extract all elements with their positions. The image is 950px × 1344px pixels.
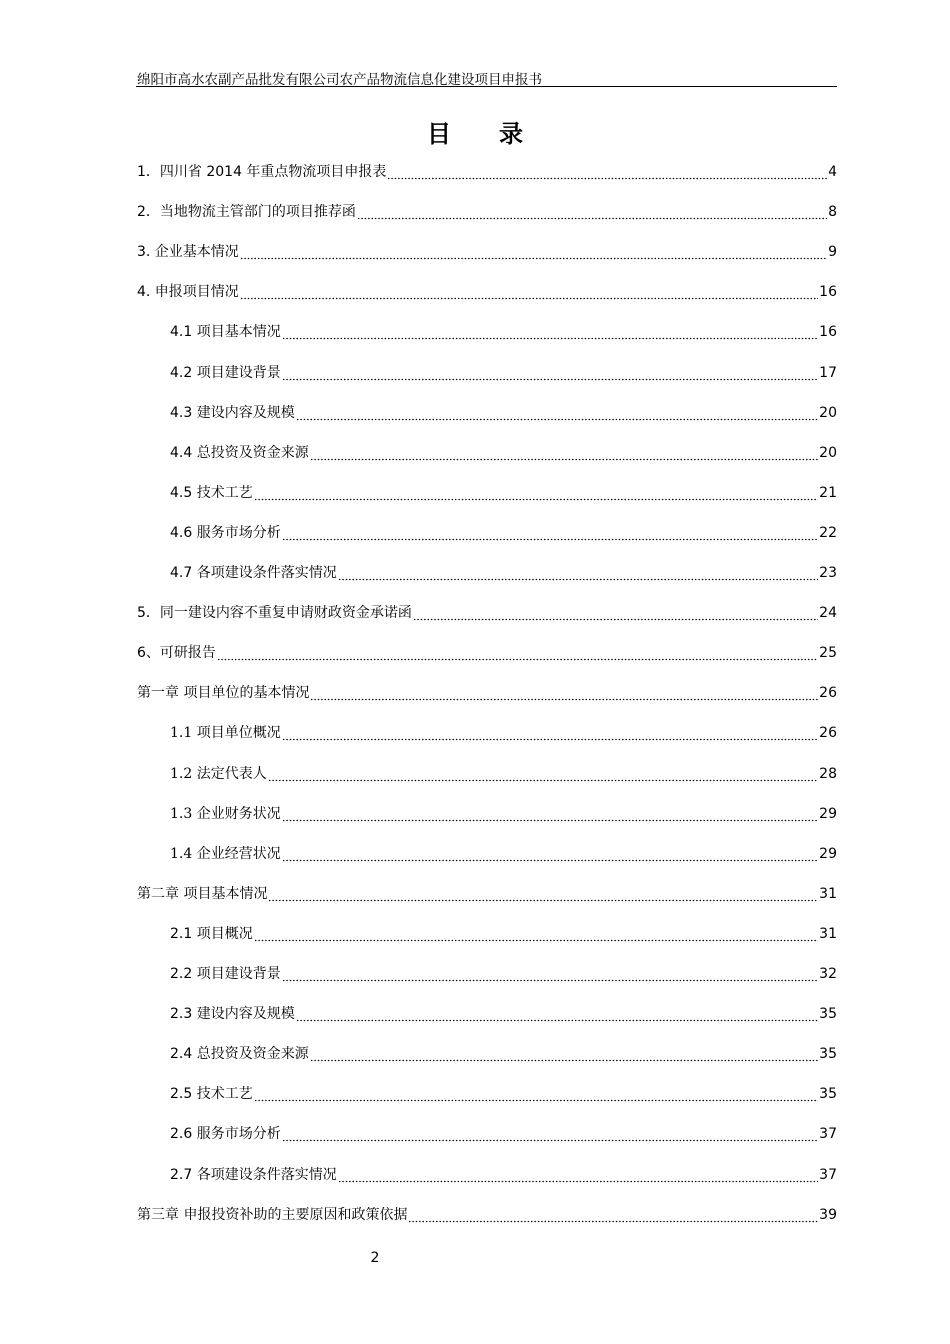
toc-entry[interactable] <box>170 804 837 824</box>
toc-entry-page: 22 <box>819 524 837 541</box>
toc-entry[interactable] <box>137 202 837 222</box>
toc-dot-leader <box>310 443 818 463</box>
toc-entry-page: 21 <box>819 484 837 501</box>
toc-dot-leader <box>282 363 818 383</box>
toc-entry-label: 1.4 企业经营状况 <box>170 845 281 862</box>
toc-dot-leader <box>254 483 818 503</box>
toc-entry-label: 2．当地物流主管部门的项目推荐函 <box>137 204 356 221</box>
toc-title <box>0 114 950 149</box>
toc-entry[interactable] <box>170 1165 837 1185</box>
toc-entry-page: 39 <box>819 1206 837 1223</box>
toc-dot-leader <box>413 603 818 623</box>
toc-dot-leader <box>282 523 818 543</box>
toc-entry[interactable] <box>170 1004 837 1024</box>
toc-entry[interactable] <box>170 322 837 342</box>
toc-entry-page: 24 <box>819 605 837 622</box>
toc-entry-page: 20 <box>819 444 837 461</box>
toc-entry[interactable] <box>137 282 837 302</box>
toc-entry-page: 9 <box>828 244 837 261</box>
toc-dot-leader <box>254 924 818 944</box>
toc-entry[interactable] <box>170 924 837 944</box>
document-header-title: 绵阳市高水农副产品批发有限公司农产品物流信息化建设项目申报书 <box>137 72 542 88</box>
toc-entry-page: 26 <box>819 725 837 742</box>
toc-entry-page: 29 <box>819 845 837 862</box>
toc-dot-leader <box>408 1205 818 1225</box>
toc-entry-page: 29 <box>819 805 837 822</box>
toc-dot-leader <box>282 723 818 743</box>
page-number: 2 <box>370 1250 380 1266</box>
toc-dot-leader <box>338 563 818 583</box>
toc-entry-label: 6、可研报告 <box>137 645 216 662</box>
toc-entry-label: 2.1 项目概况 <box>170 925 253 942</box>
toc-entry[interactable] <box>170 1084 837 1104</box>
toc-dot-leader <box>268 884 818 904</box>
toc-entry[interactable] <box>137 242 837 262</box>
toc-entry-label: 4.3 建设内容及规模 <box>170 404 295 421</box>
toc-entry-page: 20 <box>819 404 837 421</box>
toc-dot-leader <box>310 1044 818 1064</box>
toc-entry-label: 2.7 各项建设条件落实情况 <box>170 1166 337 1183</box>
toc-entry-label: 第一章 项目单位的基本情况 <box>137 685 310 702</box>
toc-entry-page: 37 <box>819 1166 837 1183</box>
toc-entry-label: 2.2 项目建设背景 <box>170 966 281 982</box>
toc-entry-label: 5．同一建设内容不重复申请财政资金承诺函 <box>137 605 412 622</box>
toc-entry-page: 35 <box>819 1046 837 1063</box>
toc-title-char-1: 目 <box>427 120 451 148</box>
toc-dot-leader <box>217 643 818 663</box>
toc-entry[interactable] <box>170 1124 837 1144</box>
toc-entry[interactable] <box>170 403 837 423</box>
toc-entry-label: 第二章 项目基本情况 <box>137 885 268 902</box>
toc-entry-label: 2.5 技术工艺 <box>170 1086 253 1103</box>
toc-dot-leader <box>310 683 818 703</box>
toc-entry-page: 37 <box>819 1126 837 1143</box>
toc-entry[interactable] <box>170 363 837 383</box>
toc-entry-label: 第三章 申报投资补助的主要原因和政策依据 <box>137 1206 408 1223</box>
toc-entry[interactable] <box>170 483 837 503</box>
toc-entry-page: 31 <box>819 885 837 902</box>
toc-dot-leader <box>387 162 827 182</box>
toc-entry[interactable] <box>170 764 837 784</box>
toc-entry-page: 23 <box>819 565 837 581</box>
toc-dot-leader <box>338 1165 818 1185</box>
toc-dot-leader <box>282 964 818 984</box>
toc-entry-label: 3. 企业基本情况 <box>137 244 239 261</box>
toc-dot-leader <box>282 804 818 824</box>
toc-entry[interactable] <box>137 1205 837 1225</box>
toc-entry[interactable] <box>137 683 837 703</box>
toc-entry-label: 1.1 项目单位概况 <box>170 725 281 742</box>
toc-entry[interactable] <box>137 603 837 623</box>
toc-dot-leader <box>282 844 818 864</box>
toc-entry-label: 2.6 服务市场分析 <box>170 1126 281 1143</box>
toc-dot-leader <box>296 403 818 423</box>
toc-entry-label: 2.4 总投资及资金来源 <box>170 1046 309 1063</box>
toc-entry-label: 4.4 总投资及资金来源 <box>170 444 309 461</box>
toc-entry-label: 4.6 服务市场分析 <box>170 524 281 541</box>
toc-entry-label: 4.2 项目建设背景 <box>170 364 281 381</box>
toc-dot-leader <box>357 202 827 222</box>
toc-entry-page: 31 <box>819 925 837 942</box>
toc-entry-label: 4. 申报项目情况 <box>137 284 239 301</box>
header-divider <box>136 86 837 87</box>
toc-entry-label: 1．四川省 2014 年重点物流项目申报表 <box>137 164 387 180</box>
toc-entry-page: 28 <box>819 765 837 782</box>
toc-dot-leader <box>268 764 818 784</box>
toc-entry[interactable] <box>137 162 837 182</box>
toc-entry-page: 25 <box>819 645 837 662</box>
toc-entry-page: 8 <box>828 204 837 221</box>
toc-entry[interactable] <box>170 443 837 463</box>
toc-title-char-2: 录 <box>499 120 523 148</box>
toc-entry-label: 1.2 法定代表人 <box>170 765 267 782</box>
toc-entry-page: 35 <box>819 1006 837 1023</box>
toc-entry-label: 4.5 技术工艺 <box>170 484 253 501</box>
toc-dot-leader <box>296 1004 818 1024</box>
toc-entry[interactable] <box>170 1044 837 1064</box>
toc-dot-leader <box>282 1124 818 1144</box>
toc-entry[interactable] <box>170 723 837 743</box>
toc-dot-leader <box>282 322 818 342</box>
toc-entry[interactable] <box>170 964 837 984</box>
toc-entry-label: 2.3 建设内容及规模 <box>170 1006 295 1023</box>
toc-entry[interactable] <box>170 563 837 583</box>
toc-entry-page: 35 <box>819 1086 837 1103</box>
toc-entry[interactable] <box>137 643 837 663</box>
toc-entry-page: 16 <box>819 324 837 341</box>
toc-entry-page: 32 <box>819 966 837 982</box>
toc-entry[interactable] <box>137 884 837 904</box>
toc-entry[interactable] <box>170 844 837 864</box>
toc-entry-page: 16 <box>819 284 837 301</box>
toc-entry-label: 4.7 各项建设条件落实情况 <box>170 565 337 581</box>
toc-entry-page: 17 <box>819 364 837 381</box>
toc-dot-leader <box>240 242 827 262</box>
toc-dot-leader <box>240 282 818 302</box>
toc-entry-label: 4.1 项目基本情况 <box>170 324 281 341</box>
toc-entry-page: 4 <box>828 164 837 180</box>
toc-dot-leader <box>254 1084 818 1104</box>
toc-entry[interactable] <box>170 523 837 543</box>
toc-entry-page: 26 <box>819 685 837 702</box>
toc-entry-label: 1.3 企业财务状况 <box>170 805 281 822</box>
